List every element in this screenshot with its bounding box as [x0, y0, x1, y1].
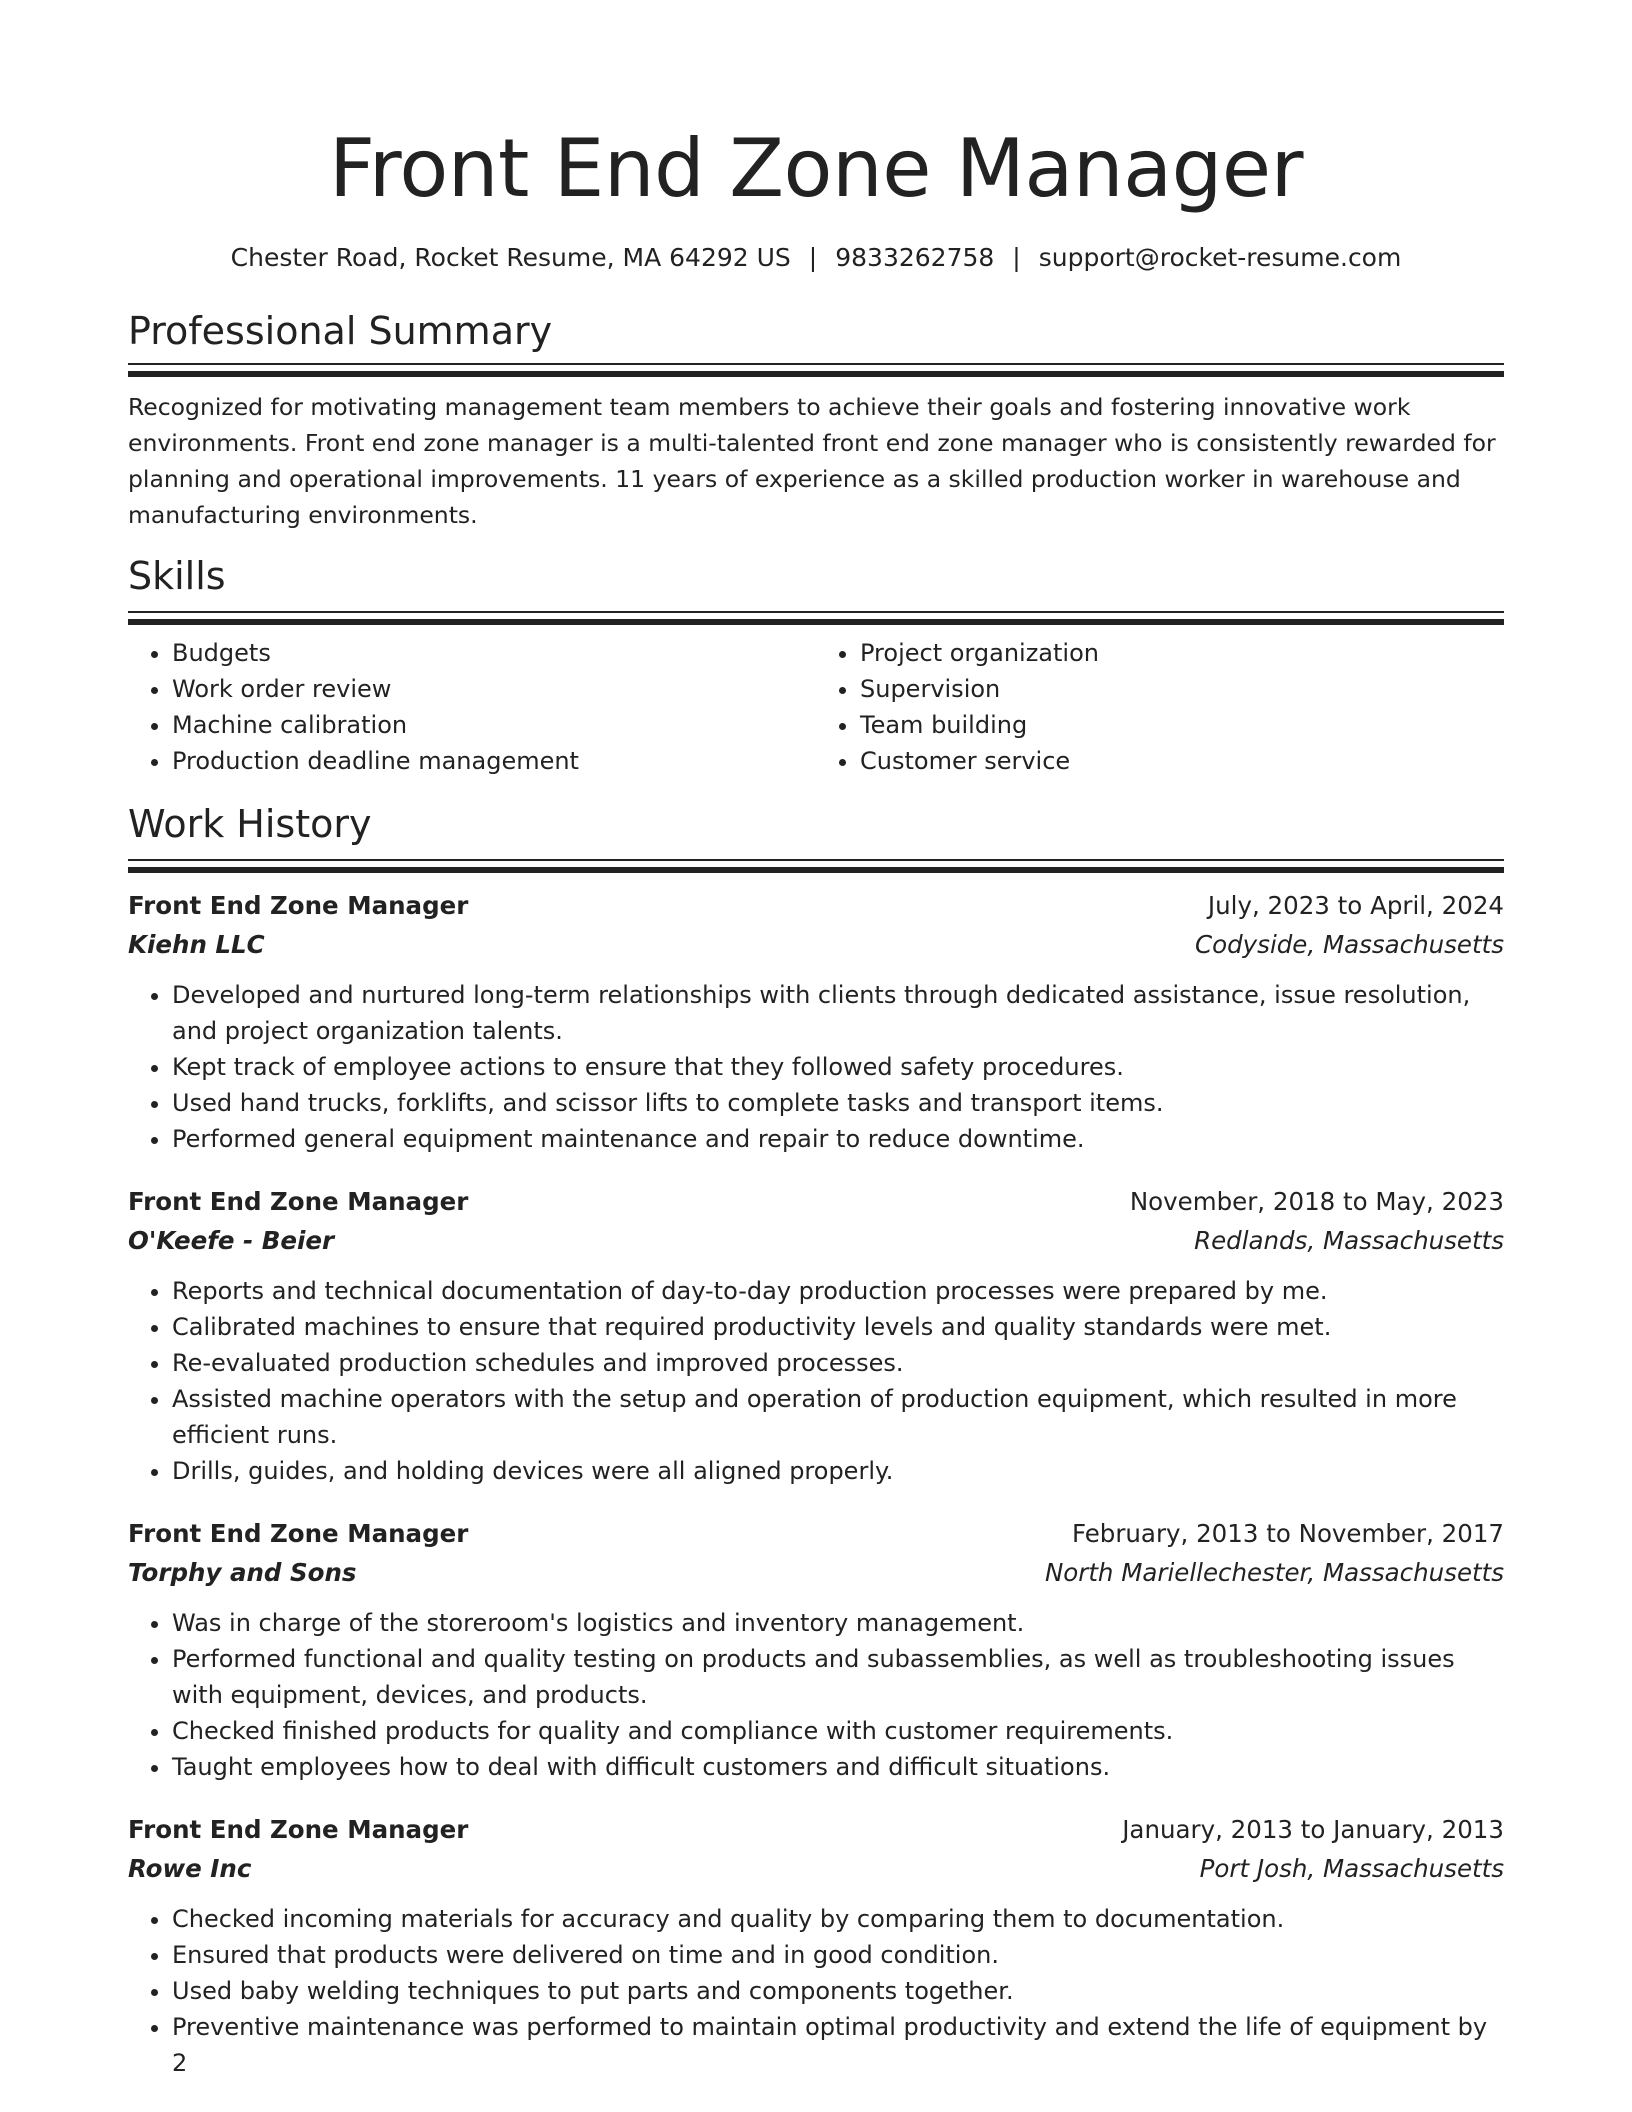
section-divider: [128, 363, 1504, 377]
job-bullet: • Performed general equipment maintenance and repair to reduce downtime.: [172, 1121, 1504, 1157]
job-bullet: • Ensured that products were delivered on time and in good condition.: [172, 1937, 1504, 1973]
job-subheader: [128, 1849, 1504, 1889]
job-bullet: • Was in charge of the storeroom's logistics and inventory management.: [172, 1605, 1504, 1641]
contact-email: support@rocket-resume.com: [1038, 243, 1402, 272]
skills-section: [128, 553, 1504, 779]
contact-separator: |: [1012, 243, 1021, 272]
job-bullet: • Calibrated machines to ensure that required productivity levels and quality standards were met.: [172, 1309, 1504, 1345]
job-bullets: [128, 1901, 1504, 2081]
job-bullets: [128, 1273, 1504, 1489]
job-subheader: [128, 925, 1504, 965]
job-title: Front End Zone Manager: [128, 1519, 469, 1548]
job-bullets: [128, 1605, 1504, 1785]
summary-section: [128, 308, 1504, 533]
job-bullet: • Used baby welding techniques to put parts and components together.: [172, 1973, 1504, 2009]
skill-item: • Budgets: [172, 635, 816, 671]
section-title-summary: Professional Summary: [128, 309, 553, 353]
job-dates: February, 2013 to November, 2017: [1071, 1519, 1504, 1548]
job-company: O'Keefe - Beier: [128, 1226, 335, 1255]
job-title: Front End Zone Manager: [128, 1815, 469, 1844]
job-company: Kiehn LLC: [128, 930, 265, 959]
section-title-work-history: Work History: [128, 802, 372, 846]
skill-item: • Production deadline management: [172, 743, 816, 779]
job-bullet: • Developed and nurtured long-term relationships with clients through dedicated assistance, issue resolution, and project organization talents.: [172, 977, 1504, 1049]
contact-address: Chester Road, Rocket Resume, MA 64292 US: [230, 243, 791, 272]
skill-item: • Customer service: [860, 743, 1504, 779]
job-title: Front End Zone Manager: [128, 891, 469, 920]
contact-separator: |: [808, 243, 818, 272]
job-header: [128, 887, 1504, 925]
job-entry: [128, 1515, 1504, 1785]
skills-list: [128, 635, 1504, 779]
job-subheader: [128, 1553, 1504, 1593]
job-bullet: • Performed functional and quality testing on products and subassemblies, as well as troubleshooting issues with equipment, devices, and products.: [172, 1641, 1504, 1713]
job-dates: November, 2018 to May, 2023: [1129, 1187, 1504, 1216]
job-bullet: • Checked finished products for quality and compliance with customer requirements.: [172, 1713, 1504, 1749]
job-bullet: • Preventive maintenance was performed to maintain optimal productivity and extend the life of equipment by 2: [172, 2009, 1504, 2081]
section-divider: [128, 859, 1504, 873]
job-location: Port Josh, Massachusetts: [1199, 1854, 1504, 1883]
job-company: Rowe Inc: [128, 1854, 252, 1883]
job-dates: July, 2023 to April, 2024: [1207, 891, 1504, 920]
job-header: [128, 1811, 1504, 1849]
job-bullets: [128, 977, 1504, 1157]
job-entry: [128, 887, 1504, 1157]
job-bullet: • Taught employees how to deal with difficult customers and difficult situations.: [172, 1749, 1504, 1785]
contact-phone: 9833262758: [835, 243, 995, 272]
job-dates: January, 2013 to January, 2013: [1122, 1815, 1504, 1844]
section-title-skills: Skills: [128, 554, 226, 598]
contact-line: [128, 242, 1504, 274]
skill-item: • Work order review: [172, 671, 816, 707]
candidate-name: Front End Zone Manager: [329, 122, 1303, 215]
job-bullet: • Assisted machine operators with the setup and operation of production equipment, which resulted in more efficient runs.: [172, 1381, 1504, 1453]
job-entry: [128, 1811, 1504, 2081]
job-header: [128, 1515, 1504, 1553]
skills-column-right: [816, 635, 1504, 779]
job-bullet: • Checked incoming materials for accuracy and quality by comparing them to documentation.: [172, 1901, 1504, 1937]
job-bullet: • Kept track of employee actions to ensure that they followed safety procedures.: [172, 1049, 1504, 1085]
job-company: Torphy and Sons: [128, 1558, 357, 1587]
skill-item: • Project organization: [860, 635, 1504, 671]
work-history-section: [128, 801, 1504, 2081]
skills-column-left: [128, 635, 816, 779]
job-subheader: [128, 1221, 1504, 1261]
job-bullet: • Re-evaluated production schedules and improved processes.: [172, 1345, 1504, 1381]
section-divider: [128, 611, 1504, 625]
skill-item: • Supervision: [860, 671, 1504, 707]
job-bullet: • Drills, guides, and holding devices were all aligned properly.: [172, 1453, 1504, 1489]
skill-item: • Machine calibration: [172, 707, 816, 743]
job-entry: [128, 1183, 1504, 1489]
job-bullet: • Used hand trucks, forklifts, and scissor lifts to complete tasks and transport items.: [172, 1085, 1504, 1121]
skill-item: • Team building: [860, 707, 1504, 743]
job-title: Front End Zone Manager: [128, 1187, 469, 1216]
job-location: Codyside, Massachusetts: [1195, 930, 1504, 959]
job-bullet: • Reports and technical documentation of day-to-day production processes were prepared by me.: [172, 1273, 1504, 1309]
job-location: Redlands, Massachusetts: [1194, 1226, 1504, 1255]
job-header: [128, 1183, 1504, 1221]
summary-text: Recognized for motivating management team members to achieve their goals and fostering innovative work environments. Front end zone manager is a multi-talented front end zone manager who is consistently rewarded for planning and operational improvements. 11 years of experience as a skilled production worker in warehouse and manufacturing environments.: [128, 393, 1496, 529]
job-location: North Mariellechester, Massachusetts: [1044, 1558, 1504, 1587]
